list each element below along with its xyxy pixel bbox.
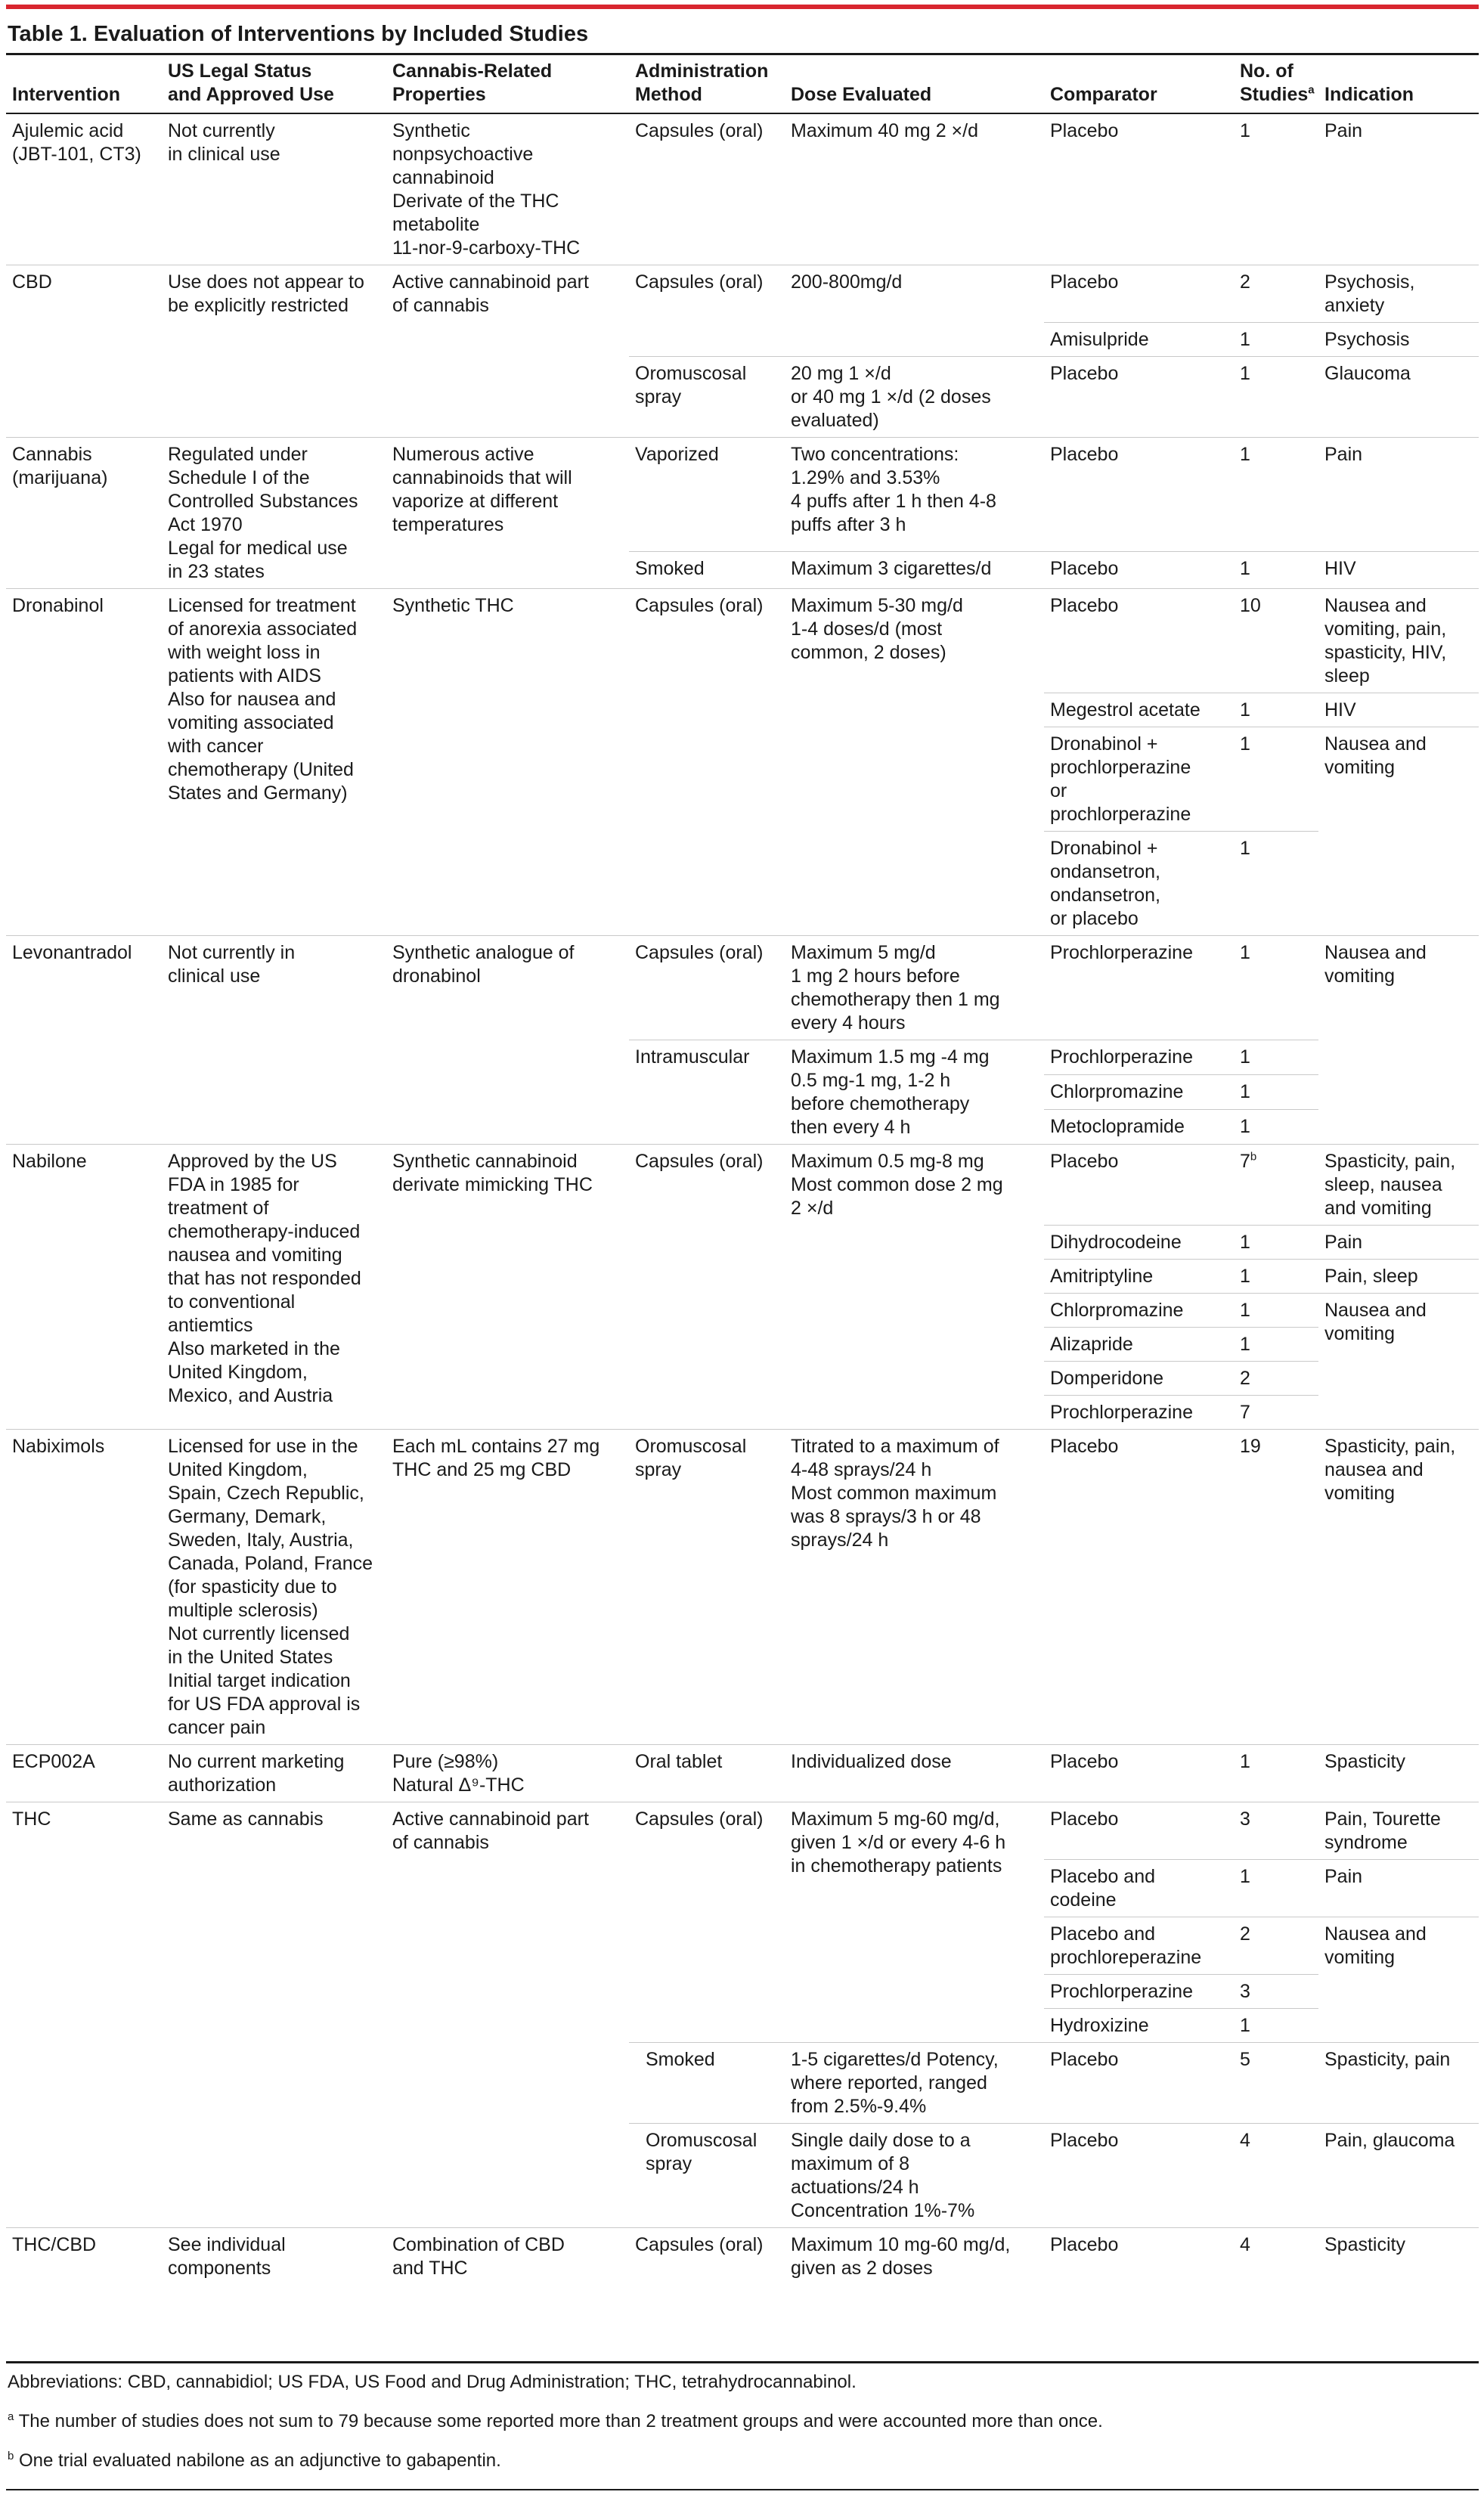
cell-indication: Spasticity, pain — [1318, 2043, 1479, 2124]
cell-comparator: Placebo — [1044, 551, 1234, 588]
header-studies-label: No. of Studies — [1240, 60, 1309, 105]
cell-comparator: Dronabinol + ondansetron, ondansetron, or placebo — [1044, 832, 1234, 936]
cell-properties: Active cannabinoid part of cannabis — [386, 265, 629, 438]
table-row — [6, 1430, 1479, 1745]
cell-admin: Oromuscosal spray — [629, 2124, 785, 2228]
cell-comparator: Amitriptyline — [1044, 1260, 1234, 1294]
cell-comparator: Placebo and prochloreperazine — [1044, 1917, 1234, 1975]
cell-studies: 1 — [1234, 693, 1318, 727]
cell-admin: Intramuscular — [629, 1040, 785, 1145]
bottom-rule — [6, 2489, 1479, 2490]
cell-studies: 1 — [1234, 727, 1318, 832]
cell-studies: 1 — [1234, 1860, 1318, 1917]
footnote-a-text: The number of studies does not sum to 79 because some reported more than 2 treatment groups and were accounted more than once. — [18, 2411, 1103, 2431]
cell-dose: Maximum 5 mg/d 1 mg 2 hours before chemotherapy then 1 mg every 4 hours — [785, 936, 1044, 1040]
cell-intervention: Nabiximols — [6, 1430, 162, 1745]
cell-studies: 5 — [1234, 2043, 1318, 2124]
cell-indication: Spasticity, pain, sleep, nausea and vomiting — [1318, 1145, 1479, 1226]
cell-indication: HIV — [1318, 693, 1479, 727]
cell-admin: Capsules (oral) — [629, 936, 785, 1040]
cell-intervention: CBD — [6, 265, 162, 438]
cell-properties: Synthetic THC — [386, 589, 629, 936]
cell-comparator: Placebo — [1044, 357, 1234, 438]
cell-indication: Psychosis — [1318, 323, 1479, 357]
cell-comparator: Amisulpride — [1044, 323, 1234, 357]
cell-studies: 1 — [1234, 438, 1318, 552]
cell-properties: Synthetic analogue of dronabinol — [386, 936, 629, 1145]
cell-studies: 1 — [1234, 1040, 1318, 1075]
cell-comparator: Placebo — [1044, 265, 1234, 323]
cell-dose: 200-800mg/d — [785, 265, 1044, 357]
cell-properties: Synthetic nonpsychoactive cannabinoid Derivate of the THC metabolite 11-nor-9-carboxy-THC — [386, 113, 629, 265]
cell-indication: Psychosis, anxiety — [1318, 265, 1479, 323]
cell-intervention: ECP002A — [6, 1745, 162, 1802]
cell-intervention: Levonantradol — [6, 936, 162, 1145]
cell-comparator: Placebo — [1044, 2124, 1234, 2228]
cell-dose: Titrated to a maximum of 4-48 sprays/24 h Most common maximum was 8 sprays/3 h or 48 sprays/24 h — [785, 1430, 1044, 1745]
cell-intervention: THC/CBD — [6, 2228, 162, 2286]
cell-comparator: Prochlorperazine — [1044, 936, 1234, 1040]
cell-indication: Pain, Tourette syndrome — [1318, 1802, 1479, 1860]
cell-studies: 1 — [1234, 113, 1318, 265]
cell-comparator: Placebo and codeine — [1044, 1860, 1234, 1917]
footnote-b-mark: b — [8, 2450, 14, 2462]
cell-indication: Pain — [1318, 113, 1479, 265]
cell-dose: Maximum 0.5 mg-8 mg Most common dose 2 mg 2 ×/d — [785, 1145, 1044, 1430]
cell-studies: 2 — [1234, 1362, 1318, 1396]
cell-admin: Vaporized — [629, 438, 785, 552]
table-row — [6, 936, 1479, 1040]
cell-indication: Nausea and vomiting — [1318, 1294, 1479, 1430]
interventions-table — [6, 55, 1479, 2285]
table-footer — [6, 2361, 1479, 2490]
cell-studies: 4 — [1234, 2228, 1318, 2286]
cell-studies: 4 — [1234, 2124, 1318, 2228]
cell-indication: Nausea and vomiting — [1318, 727, 1479, 936]
cell-comparator: Dihydrocodeine — [1044, 1226, 1234, 1260]
cell-intervention: Cannabis (marijuana) — [6, 438, 162, 589]
cell-studies: 1 — [1234, 1294, 1318, 1328]
cell-dose: Two concentrations: 1.29% and 3.53% 4 puffs after 1 h then 4-8 puffs after 3 h — [785, 438, 1044, 552]
cell-studies: 1 — [1234, 1328, 1318, 1362]
cell-admin: Capsules (oral) — [629, 1145, 785, 1430]
cell-properties: Combination of CBD and THC — [386, 2228, 629, 2286]
cell-admin: Capsules (oral) — [629, 265, 785, 357]
cell-intervention: Ajulemic acid (JBT-101, CT3) — [6, 113, 162, 265]
cell-dose: Single daily dose to a maximum of 8 actuations/24 h Concentration 1%-7% — [785, 2124, 1044, 2228]
cell-studies: 3 — [1234, 1802, 1318, 1860]
table-row — [6, 265, 1479, 323]
header-legal-status: US Legal Status and Approved Use — [162, 55, 386, 113]
cell-comparator: Metoclopramide — [1044, 1110, 1234, 1145]
cell-indication: Spasticity — [1318, 1745, 1479, 1802]
cell-comparator: Placebo — [1044, 1745, 1234, 1802]
header-indication: Indication — [1318, 55, 1479, 113]
cell-dose: Maximum 10 mg-60 mg/d, given as 2 doses — [785, 2228, 1044, 2286]
footnote-a — [6, 2400, 1479, 2439]
cell-studies: 1 — [1234, 1226, 1318, 1260]
cell-intervention: Dronabinol — [6, 589, 162, 936]
table-page — [6, 0, 1479, 2285]
cell-legal: Regulated under Schedule I of the Controlled Substances Act 1970 Legal for medical use in 23 states — [162, 438, 386, 589]
table-title: Table 1. Evaluation of Interventions by Included Studies — [8, 22, 589, 46]
cell-comparator: Placebo — [1044, 113, 1234, 265]
table-row — [6, 1745, 1479, 1802]
cell-admin: Capsules (oral) — [629, 113, 785, 265]
cell-indication: Pain — [1318, 438, 1479, 552]
cell-legal: Approved by the US FDA in 1985 for treatment of chemotherapy-induced nausea and vomiting that has not responded to conventional antiemtics Also marketed in the United Kingdom, Mexico, and Austria — [162, 1145, 386, 1430]
cell-dose: 20 mg 1 ×/d or 40 mg 1 ×/d (2 doses evaluated) — [785, 357, 1044, 438]
cell-intervention: THC — [6, 1802, 162, 2228]
cell-properties: Each mL contains 27 mg THC and 25 mg CBD — [386, 1430, 629, 1745]
cell-dose: Maximum 40 mg 2 ×/d — [785, 113, 1044, 265]
cell-indication: Spasticity — [1318, 2228, 1479, 2286]
cell-dose: Maximum 5 mg-60 mg/d, given 1 ×/d or every 4-6 h in chemotherapy patients — [785, 1802, 1044, 2043]
cell-indication: Pain — [1318, 1226, 1479, 1260]
cell-studies: 1 — [1234, 357, 1318, 438]
cell-admin: Smoked — [629, 2043, 785, 2124]
table-row — [6, 113, 1479, 265]
header-row — [6, 55, 1479, 113]
header-properties: Cannabis-Related Properties — [386, 55, 629, 113]
cell-indication: Nausea and vomiting — [1318, 936, 1479, 1145]
cell-studies: 1 — [1234, 323, 1318, 357]
cell-admin: Capsules (oral) — [629, 589, 785, 936]
cell-indication: Pain, glaucoma — [1318, 2124, 1479, 2228]
cell-indication: Pain, sleep — [1318, 1260, 1479, 1294]
cell-comparator: Alizapride — [1044, 1328, 1234, 1362]
studies-value: 7 — [1240, 1151, 1250, 1172]
cell-legal: Not currently in clinical use — [162, 936, 386, 1145]
cell-comparator: Megestrol acetate — [1044, 693, 1234, 727]
cell-studies: 1 — [1234, 1110, 1318, 1145]
cell-comparator: Prochlorperazine — [1044, 1975, 1234, 2009]
cell-indication: Nausea and vomiting — [1318, 1917, 1479, 2043]
cell-studies: 1 — [1234, 1745, 1318, 1802]
cell-studies: 1 — [1234, 551, 1318, 588]
cell-dose: Maximum 5-30 mg/d 1-4 doses/d (most common, 2 doses) — [785, 589, 1044, 936]
cell-comparator: Placebo — [1044, 1145, 1234, 1226]
cell-comparator: Placebo — [1044, 1802, 1234, 1860]
cell-comparator: Domperidone — [1044, 1362, 1234, 1396]
cell-studies: 3 — [1234, 1975, 1318, 2009]
header-studies — [1234, 55, 1318, 113]
cell-studies: 2 — [1234, 1917, 1318, 1975]
cell-legal: See individual components — [162, 2228, 386, 2286]
cell-legal: Same as cannabis — [162, 1802, 386, 2228]
cell-studies: 7 — [1234, 1396, 1318, 1430]
cell-studies: 1 — [1234, 832, 1318, 936]
cell-dose: Individualized dose — [785, 1745, 1044, 1802]
table-row — [6, 1145, 1479, 1226]
footnote-marker-b: b — [1250, 1150, 1257, 1164]
cell-comparator: Placebo — [1044, 589, 1234, 693]
cell-dose: Maximum 3 cigarettes/d — [785, 551, 1044, 588]
cell-studies: 1 — [1234, 936, 1318, 1040]
cell-comparator: Hydroxizine — [1044, 2009, 1234, 2043]
header-comparator: Comparator — [1044, 55, 1234, 113]
footnote-a-mark: a — [8, 2410, 14, 2423]
footnote-b — [6, 2439, 1479, 2478]
cell-properties: Pure (≥98%) Natural Δ⁹-THC — [386, 1745, 629, 1802]
cell-admin: Oral tablet — [629, 1745, 785, 1802]
cell-indication: HIV — [1318, 551, 1479, 588]
cell-indication: Nausea and vomiting, pain, spasticity, HIV, sleep — [1318, 589, 1479, 693]
footnote-marker-a: a — [1308, 83, 1315, 97]
cell-comparator: Chlorpromazine — [1044, 1294, 1234, 1328]
cell-studies: 1 — [1234, 2009, 1318, 2043]
cell-comparator: Placebo — [1044, 1430, 1234, 1745]
cell-studies: 1 — [1234, 1260, 1318, 1294]
cell-admin: Oromuscosal spray — [629, 1430, 785, 1745]
cell-comparator: Chlorpromazine — [1044, 1075, 1234, 1110]
cell-properties: Numerous active cannabinoids that will vaporize at different temperatures — [386, 438, 629, 589]
cell-properties: Synthetic cannabinoid derivate mimicking THC — [386, 1145, 629, 1430]
cell-dose: 1-5 cigarettes/d Potency, where reported, ranged from 2.5%-9.4% — [785, 2043, 1044, 2124]
cell-admin: Capsules (oral) — [629, 1802, 785, 2043]
table-row — [6, 1802, 1479, 1860]
abbreviations-note: Abbreviations: CBD, cannabidiol; US FDA, US Food and Drug Administration; THC, tetrahydrocannabinol. — [8, 2372, 857, 2392]
cell-comparator: Prochlorperazine — [1044, 1040, 1234, 1075]
cell-legal: Licensed for treatment of anorexia associated with weight loss in patients with AIDS Also for nausea and vomiting associated with cancer chemotherapy (United States and Germany) — [162, 589, 386, 936]
table-row — [6, 2228, 1479, 2286]
cell-legal: No current marketing authorization — [162, 1745, 386, 1802]
cell-studies: 10 — [1234, 589, 1318, 693]
cell-comparator: Dronabinol + prochlorperazine or prochlorperazine — [1044, 727, 1234, 832]
cell-indication: Spasticity, pain, nausea and vomiting — [1318, 1430, 1479, 1745]
cell-studies: 2 — [1234, 265, 1318, 323]
cell-legal: Not currently in clinical use — [162, 113, 386, 265]
table-row — [6, 589, 1479, 693]
header-dose: Dose Evaluated — [785, 55, 1044, 113]
cell-admin: Oromuscosal spray — [629, 357, 785, 438]
cell-legal: Licensed for use in the United Kingdom, Spain, Czech Republic, Germany, Demark, Sweden, Italy, Austria, Canada, Poland, France (for spasticity due to multiple sclerosis) Not currently licensed in the United States Initial target indication for US FDA approval is cancer pain — [162, 1430, 386, 1745]
cell-dose: Maximum 1.5 mg -4 mg 0.5 mg-1 mg, 1-2 h before chemotherapy then every 4 h — [785, 1040, 1044, 1145]
cell-admin: Smoked — [629, 551, 785, 588]
cell-indication: Glaucoma — [1318, 357, 1479, 438]
header-admin-method: Administration Method — [629, 55, 785, 113]
cell-studies — [1234, 1145, 1318, 1226]
header-intervention: Intervention — [6, 55, 162, 113]
cell-studies: 1 — [1234, 1075, 1318, 1110]
cell-admin: Capsules (oral) — [629, 2228, 785, 2286]
cell-comparator: Placebo — [1044, 438, 1234, 552]
cell-indication: Pain — [1318, 1860, 1479, 1917]
cell-comparator: Placebo — [1044, 2228, 1234, 2286]
cell-properties: Active cannabinoid part of cannabis — [386, 1802, 629, 2228]
cell-comparator: Placebo — [1044, 2043, 1234, 2124]
cell-legal: Use does not appear to be explicitly restricted — [162, 265, 386, 438]
table-row — [6, 438, 1479, 552]
cell-intervention: Nabilone — [6, 1145, 162, 1430]
cell-comparator: Prochlorperazine — [1044, 1396, 1234, 1430]
footnote-b-text: One trial evaluated nabilone as an adjunctive to gabapentin. — [19, 2450, 501, 2471]
cell-studies: 19 — [1234, 1430, 1318, 1745]
